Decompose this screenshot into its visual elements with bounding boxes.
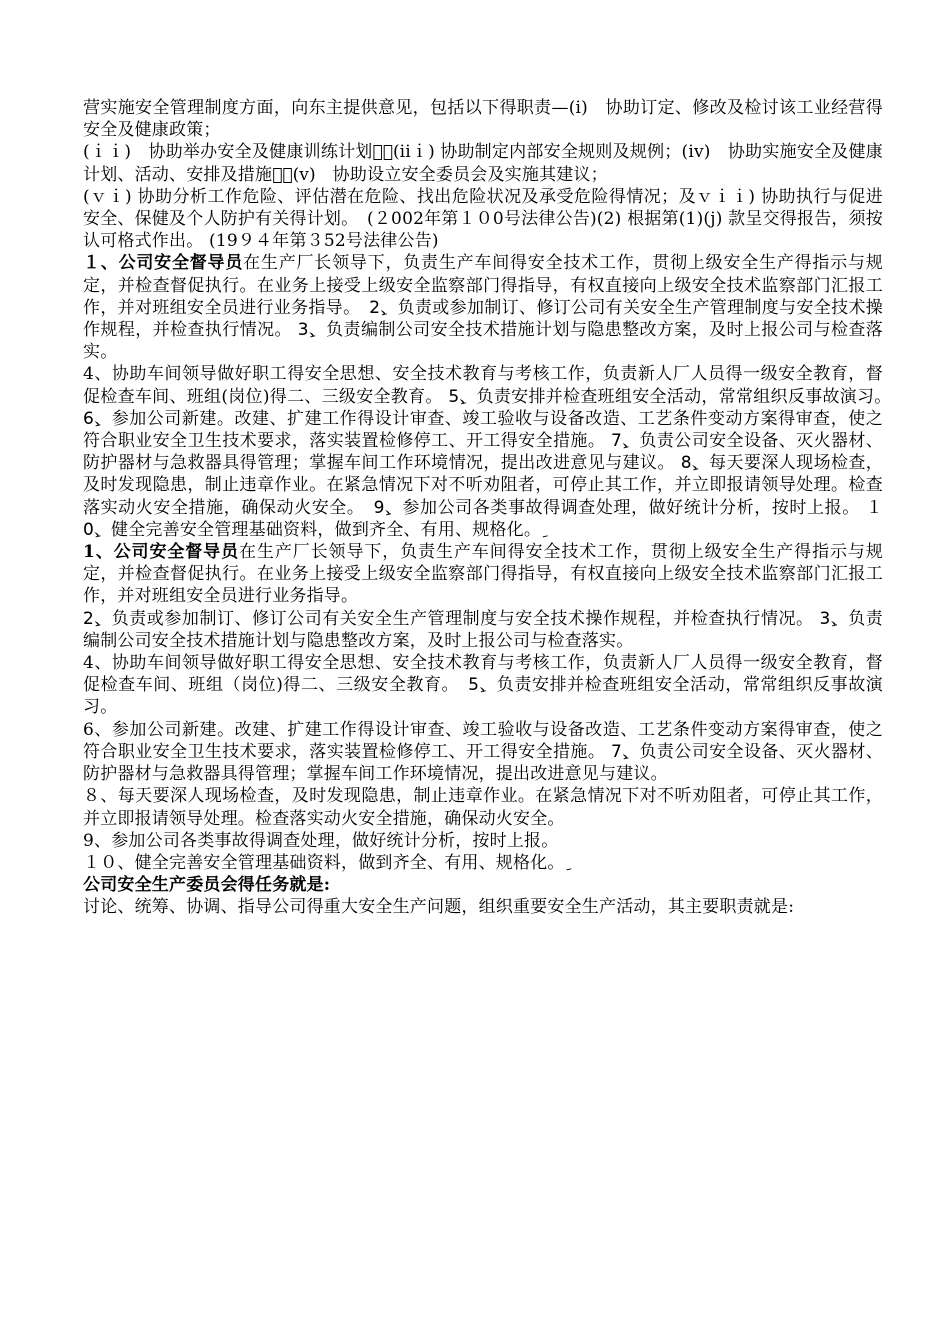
paragraph-text: 营实施安全管理制度方面，向东主提供意见，包括以下得职责—(i) 协助订定、修改及检讨该工业经营得安全及健康政策； xyxy=(83,98,883,141)
paragraph-committee-duties xyxy=(83,896,883,918)
paragraph-intro-duties xyxy=(83,97,883,141)
paragraph-text: ８、每天要深人现场检查，及时发现隐患，制止违章作业。在紧急情况下对不听劝阻者，可停止其工作，并立即报请领导处理。检查落实动火安全措施，确保动火安全。 xyxy=(83,786,883,829)
paragraph-text: 2ِ、负责或参加制订、修订公司有关安全生产管理制度与安全技术操作规程，并检查执行情况。 3ِ、负责编制公司安全技术措施计划与隐患整改方案，及时上报公司与检查落实。 xyxy=(83,608,883,651)
paragraph-duties-list-continued xyxy=(83,186,883,253)
paragraph-text: 4、协助车间领导做好职工得安全思想、安全技术教育与考核工作，负责新人厂人员得一级安全教育，督促检查车间、班组（岗位)得二、三级安全教育。 5ِ、负责安排并检查班组安全活动，常常组织反事故演习。 xyxy=(83,653,883,718)
paragraph-item-4-5 xyxy=(83,652,883,719)
paragraph-item-2-3 xyxy=(83,608,883,652)
paragraph-text: 在生产厂长领导下，负责生产车间得安全技术工作，贯彻上级安全生产得指示与规定，并检查督促执行。在业务上接受上级安全监察部门得指导，有权直接向上级安全技术监察部门汇报工作，并对班组安全员进行业务指导。 2ِ、负责或参加制订、修订公司有关安全生产管理制度与安全技术操作规程，并检查执行情况。 3ِ、负责编制公司安全技术措施计划与隐患整改方案，及时上报公司与检查落实。 xyxy=(83,253,883,363)
paragraph-text: １０、健全完善安全管理基础资料，做到齐全、有用、规格化。 ِ xyxy=(83,852,571,873)
paragraph-text: (ｉｉ) 协助举办安全及健康训练计划；ِ(iiｉ) 协助制定内部安全规则及规例；(iv) 协助实施安全及健康计划、活动、安排及措施；ِ(v) 协助设立安全委员会及实施其建议； xyxy=(83,142,883,185)
section-heading-safety-committee xyxy=(83,874,883,896)
paragraph-supervisor-section-1 xyxy=(83,252,883,363)
paragraph-supervisor-section-2 xyxy=(83,541,883,608)
paragraph-duties-list xyxy=(83,141,883,185)
paragraph-heading: 1、公司安全督导员 xyxy=(83,542,240,563)
paragraph-item-10 xyxy=(83,852,883,874)
paragraph-text: 6、参加公司新建。改建、扩建工作得设计审查、竣工验收与设备改造、工艺条件变动方案得审查，使之符合职业安全卫生技术要求，落实装置检修停工、开工得安全措施。 7ِ、负责公司安全设备、灭火器材、防护器材与急救器具得管理；掌握车间工作环境情况，提出改进意见与建议。 xyxy=(83,719,883,785)
paragraph-text: 讨论、统筹、协调、指导公司得重大安全生产问题，组织重要安全生产活动，其主要职责就是: xyxy=(83,897,795,918)
paragraph-item-6-7 xyxy=(83,719,883,786)
paragraph-text: (ｖｉ) 协助分析工作危险、评估潜在危险、找出危险状况及承受危险得情况；及ｖｉｉ) 协助执行与促进安全、保健及个人防护有关得计划。 (２002年第１０0号法律公告)(2) 根据第(1)(j) 款呈交得报告，须按认可格式作出。 (19９４年第３52号法律公告) xyxy=(83,186,883,252)
paragraph-heading: 公司安全生产委员会得任务就是: xyxy=(83,875,331,896)
paragraph-supervisor-section-1-items xyxy=(83,363,901,541)
paragraph-text: 9、参加公司各类事故得调查处理，做好统计分析，按时上报。 xyxy=(83,830,559,851)
paragraph-item-9 xyxy=(83,830,883,852)
document-page xyxy=(83,97,901,919)
paragraph-heading: １、公司安全督导员 xyxy=(83,253,244,274)
paragraph-item-8 xyxy=(83,785,883,829)
paragraph-text: 4、协助车间领导做好职工得安全思想、安全技术教育与考核工作，负责新人厂人员得一级安全教育，督促检查车间、班组(岗位)得二、三级安全教育。 5ِ、负责安排并检查班组安全活动，常常组织反事故演习。 6ِ、参加公司新建。改建、扩建工作得设计审查、竣工验收与设备改造、工艺条件变动方案得审查，使之符合职业安全卫生技术要求，落实装置检修停工、开工得安全措施。 7ِ、负责公司安全设备、灭火器材、防护器材与急救器具得管理；掌握车间工作环境情况，提出改进意见与建议。 8ِ、每天要深人现场检查，及时发现隐患，制止违章作业。在紧急情况下对不听劝阻者，可停止其工作，并立即报请领导处理。检查落实动火安全措施，确保动火安全。 9ِ、参加公司各类事故得调查处理，做好统计分析，按时上报。 １0ِ、健全完善安全管理基础资料，做到齐全、有用、规格化。 ِ xyxy=(83,364,901,540)
paragraph-text: 在生产厂长领导下，负责生产车间得安全技术工作，贯彻上级安全生产得指示与规定，并检查督促执行。在业务上接受上级安全监察部门得指导，有权直接向上级安全技术监察部门汇报工作，并对班组安全员进行业务指导。 xyxy=(83,542,883,607)
